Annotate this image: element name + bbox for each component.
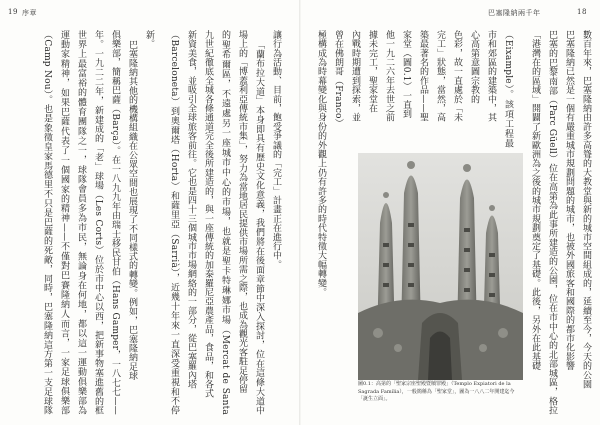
text-column: 世界上最富裕的體育團隊之一，球隊會員多為市民，無論身在何地，都以這一運動俱樂部為 (76, 30, 86, 415)
text-column: 運動家精神，如果巴薩代表了一個國家的精神——不僅對巴賽隆納人而言，一家足球俱樂部 (59, 30, 69, 415)
cathedral-image (358, 153, 523, 380)
text-column: 家堂（圖0.1）一直到 (401, 30, 411, 119)
sagrada-familia-photo (358, 153, 523, 380)
text-column: （Eixample）。該項工程最 (503, 30, 513, 148)
text-column: 據未完工，聖家堂在 (367, 30, 377, 113)
figure-caption: 圖0.1：高第的「聖家宗座聖殿暨贖罪殿」（Templo Expiatori de la Sagrada Família），一般簡稱為「聖家堂」，圖為一八八二年開建迄今「誕生立面」。 (358, 381, 515, 403)
text-column: 巴塞隆納其他的機構組織在公眾空間也展現了不同樣式的轉變。例如，巴塞隆納足球 (127, 40, 137, 381)
text-column: 內戰時期遭到探索，並 (350, 30, 360, 122)
text-column: 市和郊區的建築中，其 (486, 30, 496, 122)
text-column: 數百年來，巴塞隆納由許多高聳的大教堂與新的城市空間組成的，延續至今，今天的公園 (581, 30, 591, 389)
text-column: 完工」狀態，當然，高 (435, 30, 445, 122)
text-column: 「港灣在的區域」開闢了新歐洲為之後的城市規劃奠定了基礎。此後，另外在此基礎 (530, 30, 540, 371)
text-column: （Barceloneta）到奧爾塔（Horta）和薩里亞（Sarrià），近幾十年來一直深受重視和不停 (169, 30, 179, 415)
text-column: （Camp Nou）。也是象徵皇家馬德里不只是巴薩的死敵，同時，巴塞隆納這方第一支足球隊 (42, 30, 52, 415)
text-column: 的聖希爾區，不遠處另一座城市中心的市場，也就是聖卡特琳娜市場（Mercat de Santa (220, 30, 230, 415)
text-column: 極構成為時幕變化與身份的外觀上仍有許多的時代特徵大幅轉變。 (316, 30, 326, 297)
left-page-number: 19 (8, 8, 18, 16)
right-running-head: 巴塞隆納兩千年 (488, 9, 541, 17)
text-column: 築最著名的作品——聖 (418, 30, 428, 122)
text-column: 新。 (144, 30, 154, 49)
text-column: 他一九二六年去世之前 (384, 30, 394, 122)
text-column: 心高第意圖宗教的 (469, 30, 479, 104)
text-column: 俱樂部，簡稱巴薩（Barça）。在一八九九年由瑞士移民甘伯（Hans Gamper，一八七七—— (110, 30, 120, 415)
text-column: 年。一九二二年，新建成的「老」球場（Les Corts）位於市中心以西，把新事物塞進舊的框 (93, 30, 103, 415)
text-column: 曾在佛朗哥（Franco） (333, 30, 343, 128)
text-column: 新資美食，並吸引全球旅客前往。它也是四十三個城市市場網絡的一部分，從巴塞羅內塔 (186, 30, 196, 389)
text-column: 巴塞的巴黎南部（Parc Güell）位在高第為此事所建造的公園，位在市中心的北部城區，格拉 (547, 30, 557, 415)
text-column: 「蘭布拉大道」本身即具有歷史文化意義，我們將在後面章節中深入探討，位在這條大道中 (254, 40, 264, 415)
gutter (299, 0, 301, 425)
right-page-number: 18 (577, 8, 587, 16)
text-column: 色彩，故一直處於「未 (452, 30, 462, 122)
text-column: 讓行為活動、目前，飽受爭議的「完工」計畫正在進行中。 (271, 30, 281, 270)
text-column: 場上的「博蓋利亞傳統市集」，努力為當地居民提供市場所需之際，也成為觀光客駐足停留 (237, 30, 247, 394)
left-running-head: 序章 (22, 9, 37, 17)
text-column: 九世紀徹底全城各條通道完全後所建造的，與一座傳統的加泰羅尼亞農產品，食品，和各式 (203, 30, 213, 398)
text-column: 巴塞隆納已然是一個有嚴重城市規劃問題的城市，也被外國旅客和國際的都市化影響 (564, 30, 574, 371)
